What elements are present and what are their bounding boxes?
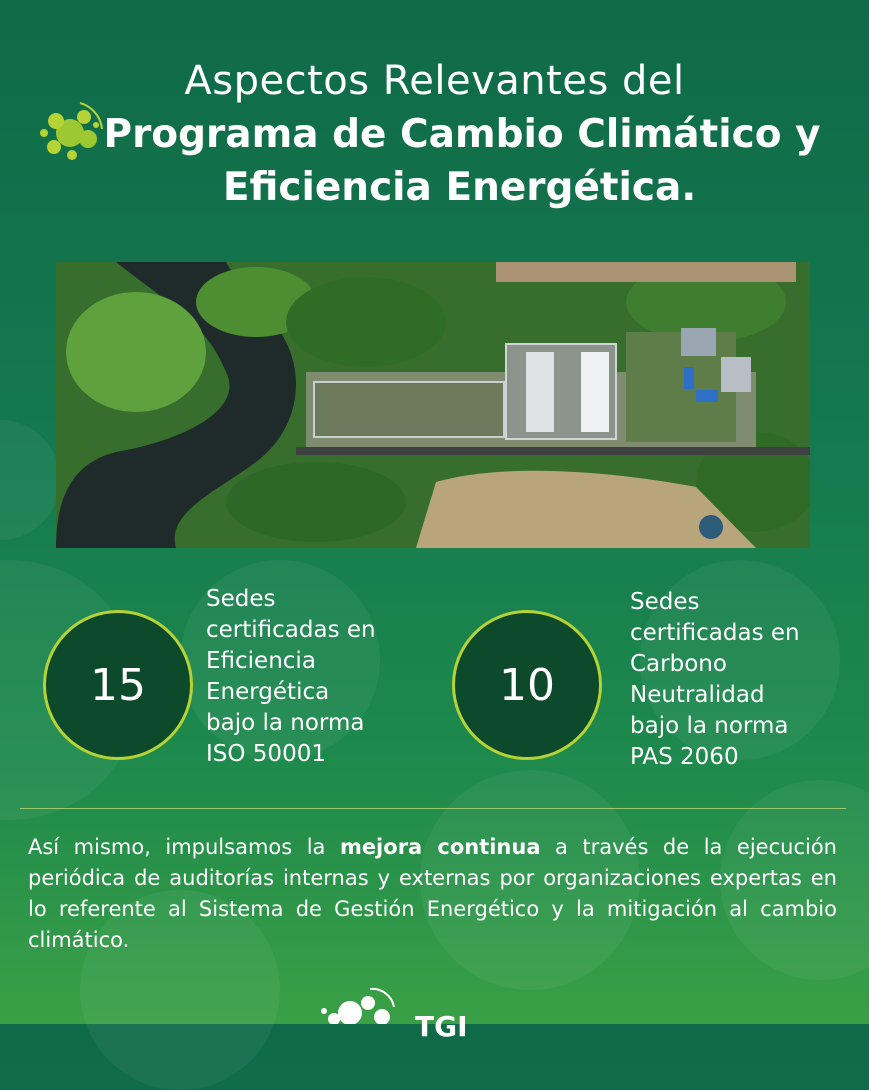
stat-value: 15 [90,659,146,711]
title-line-3: Eficiencia Energética. [222,165,697,210]
aerial-photo [56,262,810,548]
stat-description-pas2060: Sedes certificadas en Carbono Neutralidad bajo la norma PAS 2060 [630,589,800,770]
paragraph-text-after: a través de la ejecución periódica de auditorías internas y externas por organizaciones expertas en lo referente al Sistema de Gestión Energético y la mitigación al cambio climático. [28,835,837,952]
stat-description-iso50001: Sedes certificadas en Eficiencia Energética bajo la norma ISO 50001 [206,586,376,767]
summary-paragraph [28,832,837,956]
title-line-1: Aspectos Relevantes del [184,58,685,104]
stat-circle-iso50001 [43,610,193,760]
paragraph-text-before: Así mismo, impulsamos la [28,835,340,859]
stat-value: 10 [499,659,555,711]
section-divider [20,808,846,809]
footer-brand-text: TGI [415,1010,468,1043]
title-line-2: Programa de Cambio Climático y [103,112,821,157]
decorative-bubble [0,420,60,540]
molecule-logo-icon [310,985,430,1024]
stat-circle-pas2060 [452,610,602,760]
paragraph-bold-text: mejora continua [339,835,541,859]
